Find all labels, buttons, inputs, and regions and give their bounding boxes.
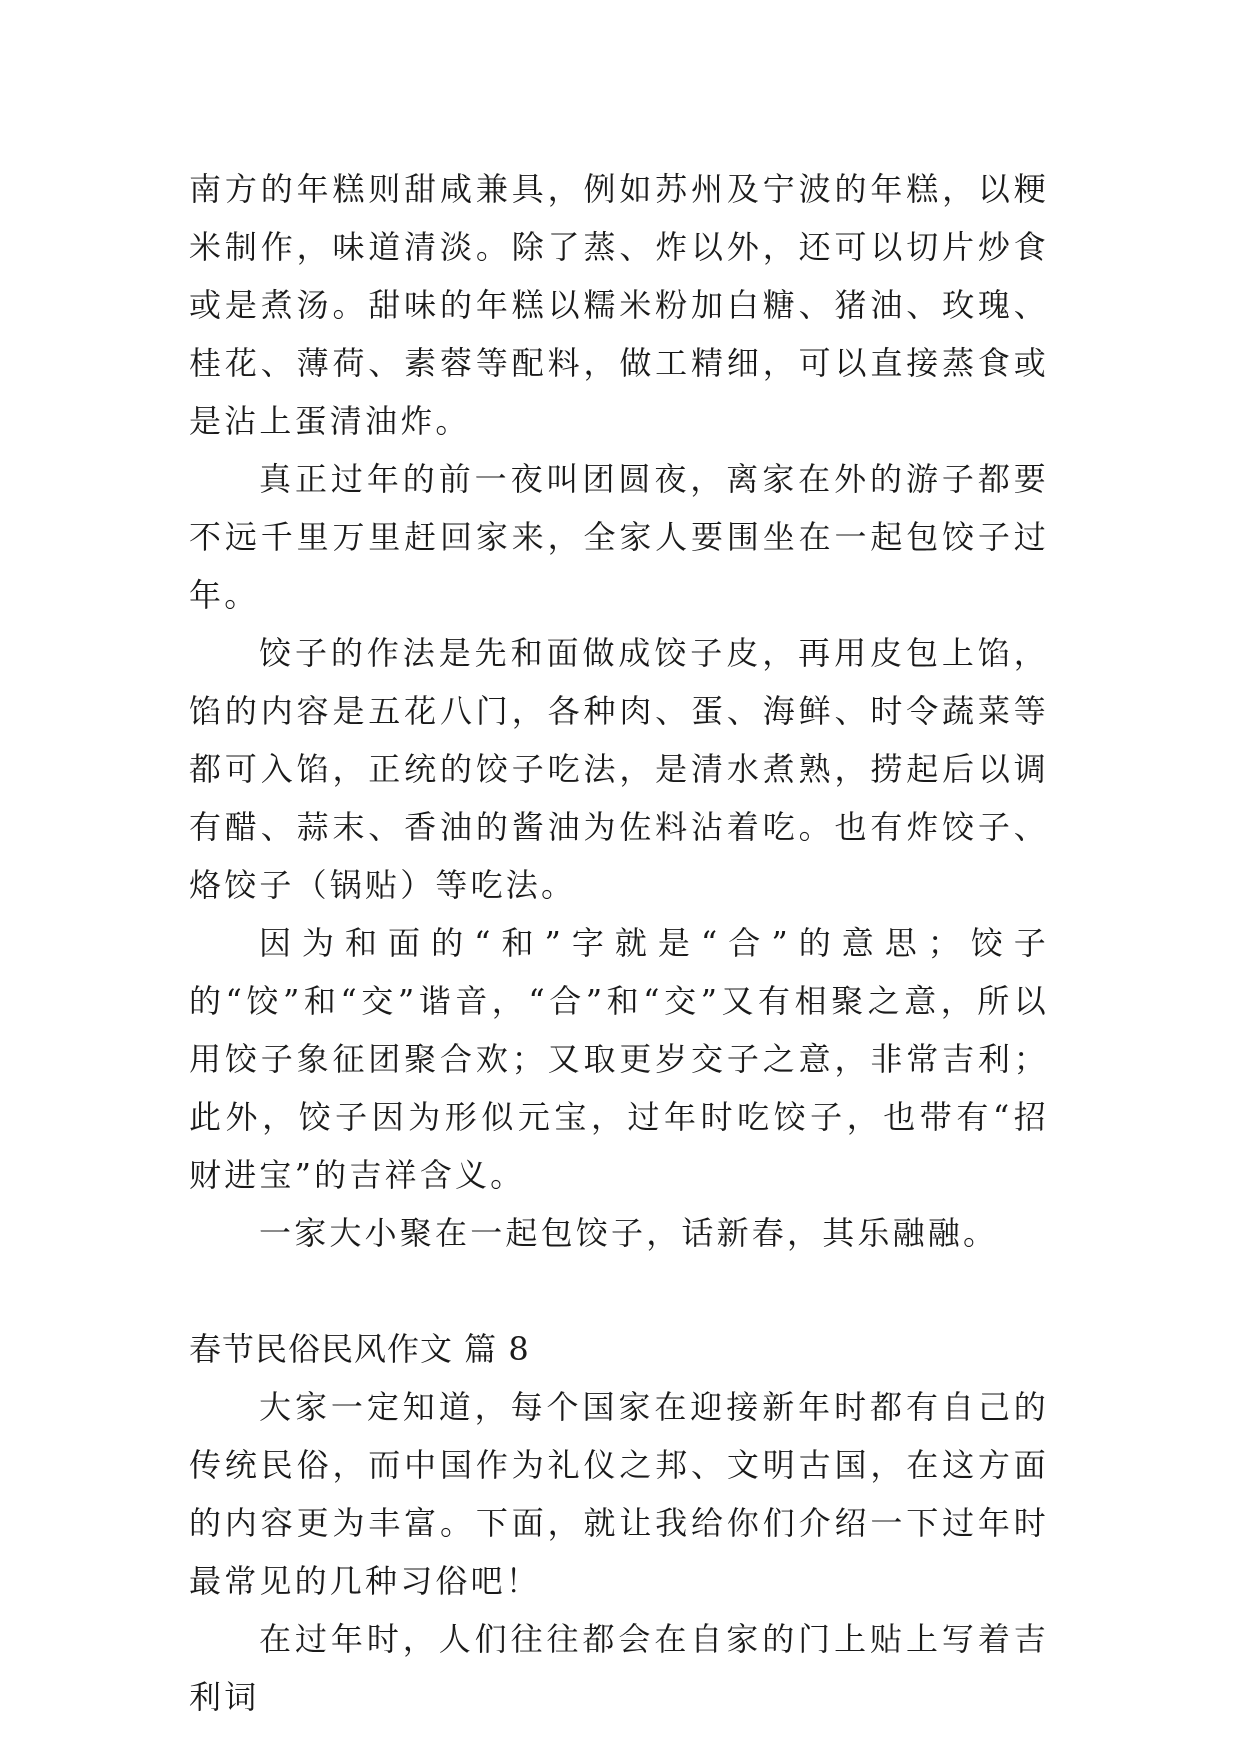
paragraph-door-couplets: 在过年时，人们往往都会在自家的门上贴上写着吉利词: [189, 1620, 1049, 1716]
paragraph-family-gathering: 一家大小聚在一起包饺子，话新春，其乐融融。: [259, 1214, 999, 1252]
paragraph-customs-intro: 大家一定知道，每个国家在迎接新年时都有自己的传统民俗，而中国作为礼仪之邦、文明古国，在这方面的内容更为丰富。下面，就让我给你们介绍一下过年时最常见的几种习俗吧！: [189, 1388, 1049, 1600]
section-heading: 春节民俗民风作文 篇 8: [189, 1330, 530, 1368]
paragraph-dumpling-meaning: 因为和面的“和”字就是“合”的意思；饺子的“饺”和“交”谐音，“合”和“交”又有相聚之意，所以用饺子象征团聚合欢；又取更岁交子之意，非常吉利；此外，饺子因为形似元宝，过年时吃饺子，也带有“招财进宝”的吉祥含义。: [189, 924, 1049, 1194]
paragraph-dumpling-making: 饺子的作法是先和面做成饺子皮，再用皮包上馅，馅的内容是五花八门，各种肉、蛋、海鲜、时令蔬菜等都可入馅，正统的饺子吃法，是清水煮熟，捞起后以调有醋、蒜末、香油的酱油为佐料沾着吃。也有炸饺子、烙饺子（锅贴）等吃法。: [189, 634, 1049, 904]
paragraph-nian-gao-south: 南方的年糕则甜咸兼具，例如苏州及宁波的年糕，以粳米制作，味道清淡。除了蒸、炸以外，还可以切片炒食或是煮汤。甜味的年糕以糯米粉加白糖、猪油、玫瑰、桂花、薄荷、素蓉等配料，做工精细，可以直接蒸食或是沾上蛋清油炸。: [189, 170, 1049, 440]
paragraph-reunion-eve: 真正过年的前一夜叫团圆夜，离家在外的游子都要不远千里万里赶回家来，全家人要围坐在一起包饺子过年。: [189, 460, 1049, 614]
document-body: [189, 160, 1049, 1726]
